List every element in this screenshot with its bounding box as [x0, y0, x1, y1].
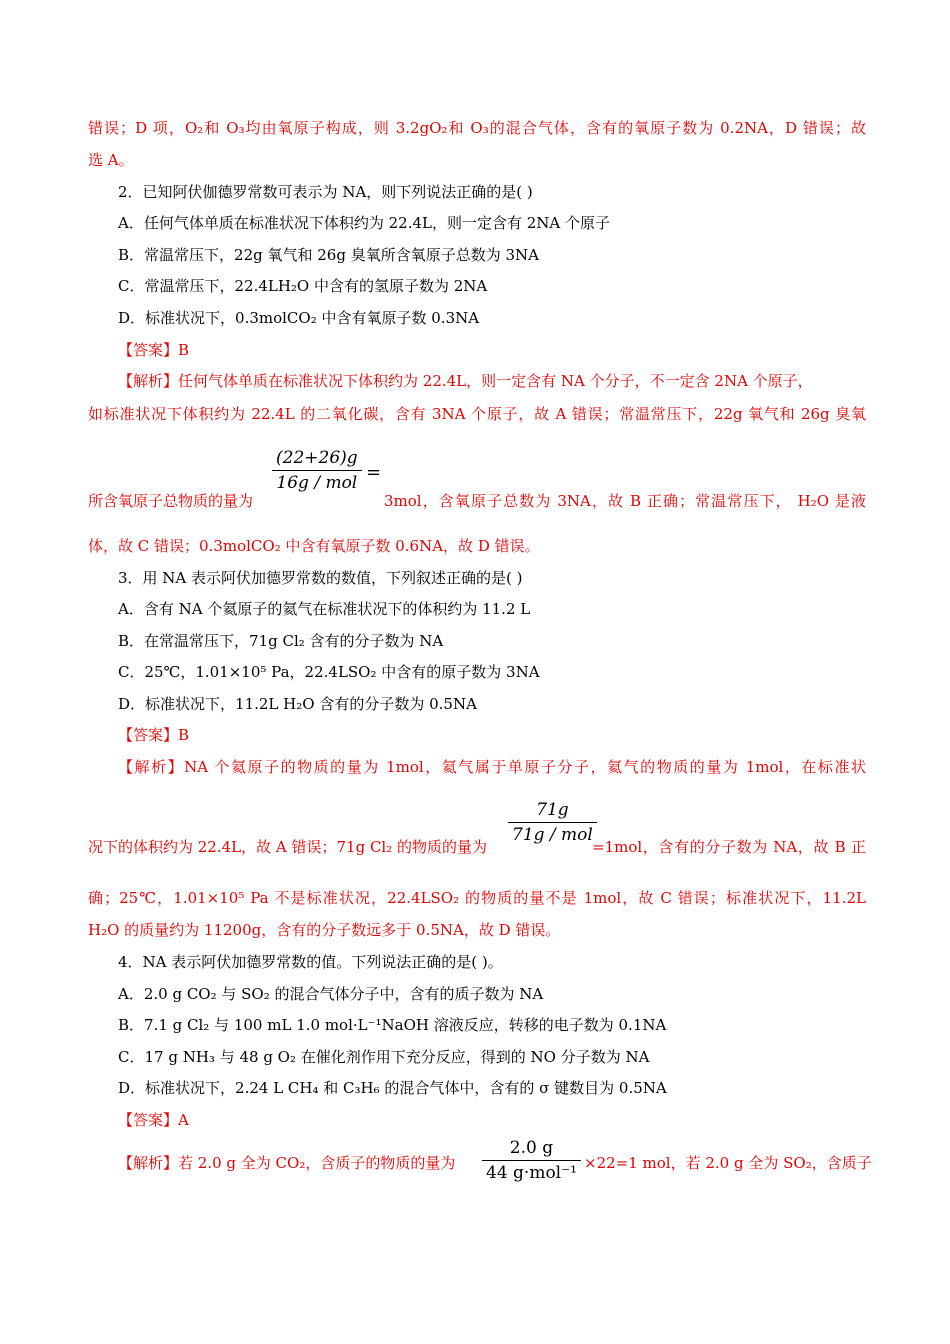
answer-label: 【答案】	[118, 726, 179, 744]
q4-stem: 4．NA 表示阿伏加德罗常数的值。下列说法正确的是( )。	[118, 953, 503, 971]
q3-option-d: D．标准状况下，11.2L H₂O 含有的分子数为 0.5NA	[118, 695, 477, 713]
answer-value: B	[178, 726, 190, 744]
q3-analysis-3: 确；25℃，1.01×10⁵ Pa 不是标准状况，22.4LSO₂ 的物质的量不是 1mol，故 C 错误；标准状况下，11.2L	[88, 889, 866, 907]
q2-answer	[118, 339, 866, 361]
answer-value: A	[178, 1111, 189, 1129]
intro-line-2: 选 A。	[88, 151, 134, 169]
intro-line-1: 错误；D 项，O₂和 O₃均由氧原子构成，则 3.2gO₂和 O₃的混合气体，含有的氧原子数为 0.2NA，D 错误；故	[88, 119, 866, 137]
q2-option-b: B．常温常压下，22g 氧气和 26g 臭氧所含氧原子总数为 3NA	[118, 246, 539, 264]
answer-label: 【答案】	[118, 341, 179, 359]
fraction-numerator: (22+26)g	[276, 448, 358, 468]
analysis-label: 【解析】	[118, 758, 185, 776]
q4-option-b: B．7.1 g Cl₂ 与 100 mL 1.0 mol·L⁻¹NaOH 溶液反应，转移的电子数为 0.1NA	[118, 1016, 667, 1034]
analysis-label: 【解析】	[118, 372, 179, 390]
analysis-text: 若 2.0 g 全为 CO₂，含质子的物质的量为	[178, 1154, 456, 1172]
fraction	[272, 448, 362, 493]
fraction-numerator: 71g	[536, 800, 569, 820]
q4-option-a: A．2.0 g CO₂ 与 SO₂ 的混合气体分子中，含有的质子数为 NA	[118, 985, 544, 1003]
q2-analysis-4: 体，故 C 错误；0.3molCO₂ 中含有氧原子数 0.6NA，故 D 错误。	[88, 537, 540, 555]
q3-stem: 3．用 NA 表示阿伏加德罗常数的数值，下列叙述正确的是( )	[118, 569, 523, 587]
analysis-text: NA 个氦原子的物质的量为 1mol，氦气属于单原子分子，氦气的物质的量为 1mol，在标准状	[184, 758, 866, 776]
analysis-text: 任何气体单质在标准状况下体积约为 22.4L，则一定含有 NA 个分子，不一定含 2NA 个原子，	[178, 372, 813, 390]
q3-option-a: A．含有 NA 个氦原子的氦气在标准状况下的体积约为 11.2 L	[118, 600, 531, 618]
q2-stem: 2．已知阿伏伽德罗常数可表示为 NA，则下列说法正确的是( )	[118, 183, 533, 201]
q2-analysis-1	[118, 370, 866, 392]
fraction-denominator: 16g / mol	[272, 470, 362, 493]
q2-analysis-2: 如标准状况下体积约为 22.4L 的二氧化碳，含有 3NA 个原子，故 A 错误；常温常压下，22g 氧气和 26g 臭氧	[88, 405, 866, 423]
q4-analysis-1-post: ×22=1 mol，若 2.0 g 全为 SO₂，含质子	[584, 1154, 872, 1172]
fraction-denominator: 44 g·mol⁻¹	[482, 1160, 581, 1183]
fraction-denominator: 71g / mol	[508, 822, 597, 845]
q4-answer	[118, 1109, 866, 1131]
q3-analysis-4: H₂O 的质量约为 11200g，含有的分子数远多于 0.5NA，故 D 错误。	[88, 921, 561, 939]
q3-analysis-2-post: =1mol，含有的分子数为 NA，故 B 正	[592, 838, 866, 856]
q2-option-c: C．常温常压下，22.4LH₂O 中含有的氢原子数为 2NA	[118, 277, 488, 295]
fraction-numerator: 2.0 g	[509, 1138, 554, 1158]
answer-label: 【答案】	[118, 1111, 179, 1129]
analysis-text: 所含氧原子总物质的量为	[88, 492, 254, 510]
analysis-text: 况下的体积约为 22.4L，故 A 错误；71g Cl₂ 的物质的量为	[88, 838, 488, 856]
q2-option-a: A．任何气体单质在标准状况下体积约为 22.4L，则一定含有 2NA 个原子	[118, 214, 610, 232]
q4-option-c: C．17 g NH₃ 与 48 g O₂ 在催化剂作用下充分反应，得到的 NO 分子数为 NA	[118, 1048, 650, 1066]
q2-equals: =	[366, 462, 382, 483]
q3-option-b: B．在常温常压下，71g Cl₂ 含有的分子数为 NA	[118, 632, 444, 650]
q2-option-d: D．标准状况下，0.3molCO₂ 中含有氧原子数 0.3NA	[118, 309, 480, 327]
answer-value: B	[178, 341, 190, 359]
fraction	[482, 1138, 581, 1183]
q4-option-d: D．标准状况下，2.24 L CH₄ 和 C₃H₆ 的混合气体中，含有的 σ 键数目为 0.5NA	[118, 1079, 667, 1097]
q2-fraction	[272, 448, 362, 493]
q3-analysis-1	[118, 756, 866, 778]
q3-answer	[118, 724, 866, 746]
q2-analysis-3-post: 3mol，含氧原子总数为 3NA，故 B 正确；常温常压下， H₂O 是液	[384, 492, 866, 510]
q4-fraction	[482, 1138, 581, 1183]
analysis-label: 【解析】	[118, 1154, 179, 1172]
q3-option-c: C．25℃，1.01×10⁵ Pa，22.4LSO₂ 中含有的原子数为 3NA	[118, 663, 540, 681]
